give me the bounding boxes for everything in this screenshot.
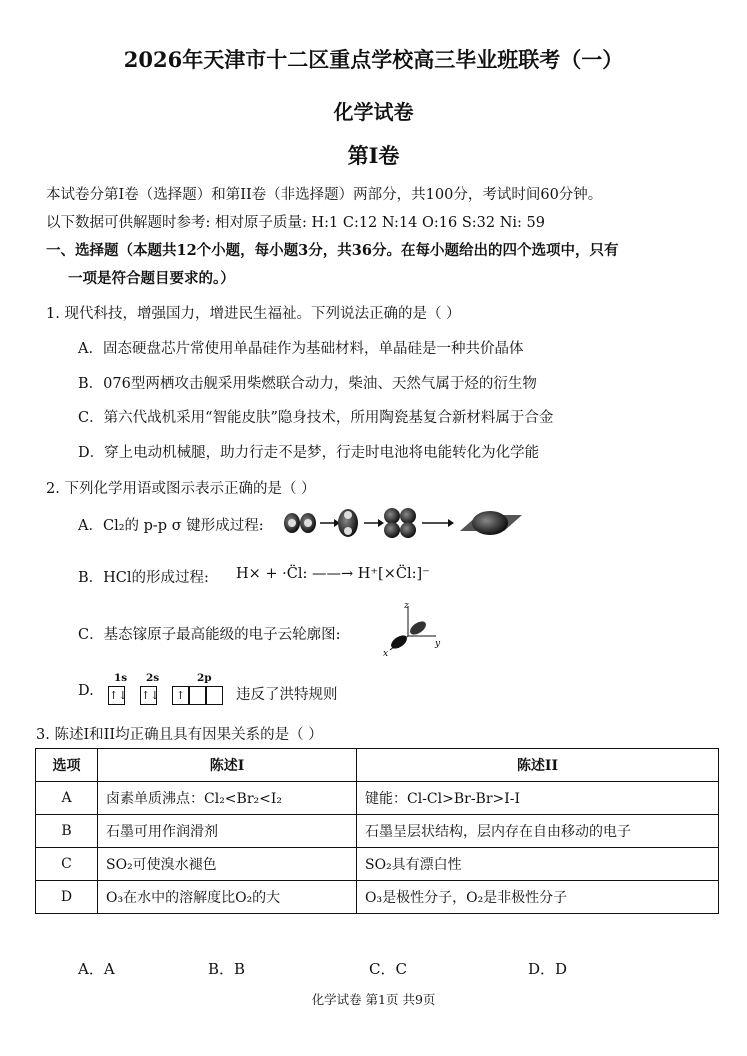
exam-subtitle: 化学试卷	[333, 100, 414, 124]
q3-answer-a: A．A	[78, 960, 115, 978]
row-statement-1: 卤素单质沸点：Cl₂<Br₂<I₂	[98, 782, 357, 815]
q3-stem: 3. 陈述I和II均正确且具有因果关系的是（ ）	[36, 727, 323, 743]
p-orbital-pair-1	[284, 513, 316, 533]
q2-option-d-text: 违反了洪特规则	[236, 687, 338, 703]
row-option: C	[36, 848, 98, 881]
orbital-box-2p-2	[189, 686, 206, 705]
section-instruction-2: 一项是符合题目要求的。）	[68, 270, 235, 287]
table-row	[36, 848, 719, 881]
orbital-box-2s: ↑↓	[140, 686, 157, 705]
intro-line-2: 以下数据可供解题时参考: 相对原子质量: H:1 C:12 N:14 O:16 S:32 Ni: 59	[46, 215, 545, 231]
q2-option-c: C．基态镓原子最高能级的电子云轮廓图:	[78, 627, 341, 643]
x-label: x	[383, 649, 389, 658]
row-option: A	[36, 782, 98, 815]
orbital-label-2p: 2p	[197, 672, 212, 684]
p-orbital-pair-2	[338, 509, 358, 537]
row-statement-2: 石墨呈层状结构，层内存在自由移动的电子	[357, 815, 719, 848]
orbital-label-1s: 1s	[114, 672, 128, 684]
row-statement-1: SO₂可使溴水褪色	[98, 848, 357, 881]
row-statement-2: O₃是极性分子，O₂是非极性分子	[357, 881, 719, 914]
p-orbital-overlap	[384, 508, 416, 538]
q3-answer-d: D．D	[528, 960, 568, 978]
p-orbital-lobe-back	[408, 619, 428, 638]
section-instruction-1: 一、选择题（本题共12个小题，每小题3分，共36分。在每小题给出的四个选项中，只有	[46, 242, 619, 259]
q2-stem: 2. 下列化学用语或图示表示正确的是（ ）	[46, 481, 316, 497]
table-header-row	[36, 749, 719, 782]
header-statement-1: 陈述I	[98, 749, 357, 782]
volume-heading: 第I卷	[347, 143, 400, 168]
header-option: 选项	[36, 749, 98, 782]
exam-title: 2026年天津市十二区重点学校高三毕业班联考（一）	[123, 47, 624, 72]
y-label: y	[435, 639, 441, 649]
intro-line-1: 本试卷分第I卷（选择题）和第II卷（非选择题）两部分，共100分，考试时间60分钟。	[46, 187, 603, 203]
q1-option-a: A．固态硬盘芯片常使用单晶硅作为基础材料，单晶硅是一种共价晶体	[78, 341, 524, 357]
q1-option-d: D．穿上电动机械腿，助力行走不是梦，行走时电池将电能转化为化学能	[78, 445, 540, 461]
orbital-diagram	[104, 670, 234, 710]
row-statement-1: O₃在水中的溶解度比O₂的大	[98, 881, 357, 914]
sigma-bond-formation-diagram	[282, 505, 527, 541]
orbital-box-1s: ↑↓	[108, 686, 125, 705]
orbital-label-2s: 2s	[146, 672, 160, 684]
table-row	[36, 782, 719, 815]
q2-option-b-label: B．HCl的形成过程:	[78, 570, 209, 586]
q3-table	[35, 748, 719, 914]
q2-option-a: A．Cl₂的 p-p σ 键形成过程:	[78, 518, 264, 534]
table-row	[36, 881, 719, 914]
row-statement-1: 石墨可用作润滑剂	[98, 815, 357, 848]
hcl-formation-formula: H× + ·C̈l: ——→ H⁺[×C̈l:]⁻	[236, 566, 430, 582]
table-row	[36, 815, 719, 848]
orbital-box-2p-3	[206, 686, 223, 705]
sigma-bond-orbital	[460, 511, 522, 535]
q3-answer-b: B．B	[208, 960, 246, 978]
row-statement-2: 键能：Cl-Cl>Br-Br>I-I	[357, 782, 719, 815]
header-statement-2: 陈述II	[357, 749, 719, 782]
row-option: B	[36, 815, 98, 848]
q1-stem: 1. 现代科技，增强国力，增进民生福祉。下列说法正确的是（ ）	[46, 306, 461, 322]
page-footer: 化学试卷 第1页 共9页	[311, 992, 436, 1007]
q2-option-d-label: D.	[78, 683, 94, 699]
ga-electron-cloud-diagram	[380, 600, 445, 658]
q1-option-b: B．076型两栖攻击舰采用柴燃联合动力，柴油、天然气属于烃的衍生物	[78, 376, 537, 392]
orbital-box-2p-1: ↑	[172, 686, 189, 705]
z-label: z	[404, 601, 409, 611]
q1-option-c: C．第六代战机采用“智能皮肤”隐身技术，所用陶瓷基复合新材料属于合金	[78, 410, 554, 426]
row-option: D	[36, 881, 98, 914]
q3-answer-c: C．C	[369, 960, 407, 978]
row-statement-2: SO₂具有漂白性	[357, 848, 719, 881]
